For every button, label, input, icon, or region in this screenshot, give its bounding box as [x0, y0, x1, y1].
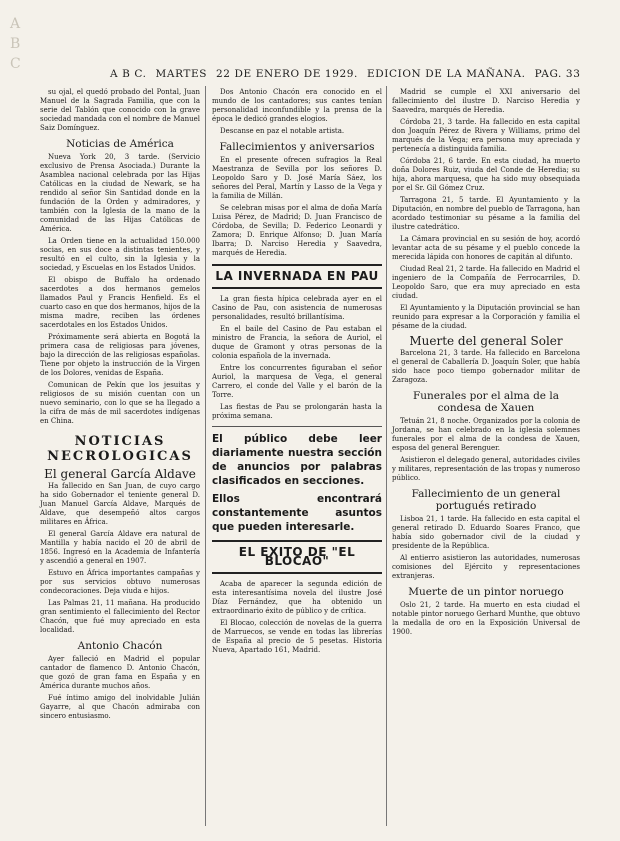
banner-box [212, 264, 382, 289]
paragraph: En el baile del Casino de Pau estaban el ministro de Francia, la señora de Auriol, el duque de Gramont y otras personas de la colonia española de la invernada. [212, 325, 382, 360]
header-date: 22 DE ENERO DE 1929. [216, 68, 358, 80]
section-heading: Fallecimientos y aniversarios [219, 141, 375, 153]
section-heading: Muerte de un pintor noruego [408, 586, 564, 598]
notice-text: Ellos encontrará constantemente asuntos que pueden interesarle. [212, 493, 382, 533]
paragraph: Lisboa 21, 1 tarde. Ha fallecido en esta capital el general retirado D. Eduardo Soares Franco, que había sido gobernador civil de la ciudad y presidente de la República. [392, 515, 580, 550]
paragraph: Ha fallecido en San Juan, de cuyo cargo ha sido Gobernador el teniente general D. Juan Manuel García Aldave, Marqués de Aldave, que desempeñó altos cargos militares en África. [40, 482, 200, 526]
paragraph: Tarragona 21, 5 tarde. El Ayuntamiento y la Diputación, en nombre del pueblo de Tarragona, han acordado testimoniar su pésame a la familia del ilustre catedrático. [392, 196, 580, 231]
header-edition: EDICION DE LA MAÑANA. [366, 68, 526, 80]
section-heading: Muerte del general Soler [409, 334, 563, 348]
paragraph: Fué íntimo amigo del inolvidable Julián Gayarre, al que Chacón admiraba con sincero entusiasmo. [40, 694, 200, 720]
column-2 [212, 88, 382, 658]
section-heading: Fallecimiento de un general portugués retirado [411, 488, 561, 512]
svg-text:A: A [10, 16, 21, 32]
paragraph: Asistieron el delegado general, autoridades civiles y militares, representación de las tropas y numeroso público. [392, 456, 580, 482]
paragraph: Dos Antonio Chacón era conocido en el mundo de los cantadores; sus cantes tenían personalidad inconfundible y la prensa de la época le dedicó grandes elogios. [212, 88, 382, 123]
banner-box [212, 540, 382, 574]
column-rule [205, 86, 206, 826]
paragraph: El general García Aldave era natural de Mantilla y había nacido el 20 de abril de 1856. Ingresó en la Academia de Infantería y ascendió a general en 1907. [40, 530, 200, 565]
paragraph: Entre los concurrentes figuraban el señor Auriol, la marquesa de Vega, el general Carrero, el conde del Valle y el barón de la Torre. [212, 364, 382, 399]
svg-text:C: C [10, 56, 21, 72]
paragraph: Córdoba 21, 6 tarde. En esta ciudad, ha muerto doña Dolores Ruiz, viuda del Conde de Heredia; su hija, ahora marquesa, que ha sido muy obsequiada por el Sr. Gil Gómez Cruz. [392, 157, 580, 192]
section-heading: Funerales por el alma de la condesa de Xauen [413, 390, 559, 414]
paragraph: Las fiestas de Pau se prolongarán hasta la próxima semana. [212, 403, 382, 420]
section-title: NOTICIAS NECROLOGICAS [47, 434, 193, 464]
paragraph: Barcelona 21, 3 tarde. Ha fallecido en Barcelona el general de Caballería D. Joaquín Soler, que había sido hace poco tiempo gobernador militar de Zaragoza. [392, 349, 580, 384]
paragraph: Córdoba 21, 3 tarde. Ha fallecido en esta capital don Joaquín Pérez de Rivera y Williams, primo del marqués de la Vega; era persona muy apreciada y pertenecía a distinguida familia. [392, 118, 580, 153]
paragraph: Al entierro asistieron las autoridades, numerosas comisiones del Ejército y representaciones extranjeras. [392, 554, 580, 580]
publication-name: A B C. [110, 68, 147, 80]
paragraph: Descanse en paz el notable artista. [220, 127, 345, 135]
paragraph: Madrid se cumple el XXI aniversario del fallecimiento del ilustre D. Narciso Heredia y Saavedra, marqués de Heredia. [392, 88, 580, 114]
paragraph: El obispo de Buffalo ha ordenado sacerdotes a dos hermanos gemelos llamados Paul y Francis Henfield. Es el cuarto caso en que dos hermanos, hijos de la misma madre, reciben las órdenes sacerdotales en los Estados Unidos. [40, 276, 200, 329]
section-heading: Antonio Chacón [77, 640, 163, 652]
paragraph: El Blocao, colección de novelas de la guerra de Marruecos, se vende en todas las librerías de España al precio de 5 pesetas. Historia Nueva, Apartado 161, Madrid. [212, 619, 382, 654]
paragraph: Las Palmas 21, 11 mañana. Ha producido gran sentimiento el fallecimiento del Rector Chacón, que fué muy apreciado en esta localidad. [40, 599, 200, 634]
banner-heading: LA INVERNADA EN PAU [215, 269, 379, 283]
paragraph: Acaba de aparecer la segunda edición de esta interesantísima novela del ilustre José Díaz Fernández, que ha obtenido un extraordinario éxito de público y de crítica. [212, 580, 382, 615]
paragraph: La gran fiesta hípica celebrada ayer en el Casino de Pau, con asistencia de numerosas personalidades, resultó brillantísima. [212, 295, 382, 321]
banner-heading: EL EXITO DE "EL BLOCAO" [238, 545, 356, 568]
paragraph: Oslo 21, 2 tarde. Ha muerto en esta ciudad el notable pintor noruego Gerhard Munthe, que obtuvo la medalla de oro en la Exposición Universal de 1900. [392, 601, 580, 636]
paragraph: su ojal, el quedó probado del Pontal, Juan Manuel de la Sagrada Familia, que con la serie del Tablón que conocido con la grave sociedad mandada con el nombre de Manuel Saiz Domínguez. [40, 88, 200, 132]
paragraph: Nueva York 20, 3 tarde. (Servicio exclusivo de Prensa Asociada.) Durante la Asamblea nacional celebrada por las Hijas Católicas en la ciudad de Newark, se ha rendido al señor Sin Santidad donde en la fundación de la Orden y admiradores, y también con la Iglesia de la mano de la comunidad de las Hijas Católicas de América. [40, 153, 200, 233]
paragraph: Estuvo en África importantes campañas y por sus servicios obtuvo numerosas condecoraciones. Deja viuda e hijos. [40, 569, 200, 595]
paragraph: La Cámara provincial en su sesión de hoy, acordó levantar acta de su pésame y el pueblo concede la merecida lápida con honores de capitán al difunto. [392, 235, 580, 261]
paragraph: La Orden tiene en la actualidad 150.000 socias, en sus doce a distintas tenientes, y resultó en el culto, sin la Iglesia y la sociedad, y Escuelas en los Estados Unidos. [40, 237, 200, 272]
paragraph: Tetuán 21, 8 noche. Organizados por la colonia de Jordana, se han celebrado en la iglesia solemnes funerales por el alma de la condesa de Xauen, esposa del general Berenguer. [392, 417, 580, 452]
paragraph: En el presente ofrecen sufragios la Real Maestranza de Sevilla por los señores D. Leopoldo Saro y D. José María Sáez, los señores del Peral, Martín y Lasso de la Vega y la familia de Millán. [212, 156, 382, 200]
svg-text:B: B [10, 36, 21, 52]
section-heading: El general García Aldave [44, 467, 196, 481]
running-header [110, 68, 580, 80]
notice-text: El público debe leer diariamente nuestra sección de anuncios por palabras clasificados en secciones. [212, 433, 382, 487]
header-day: MARTES [155, 68, 208, 80]
paragraph: Próximamente será abierta en Bogotá la primera casa de religiosas para jóvenes, bajo la dirección de las religiosas españolas. Tiene por objeto la instrucción de la Virgen de los Dolores, venidas de España. [40, 333, 200, 377]
column-3 [392, 88, 580, 640]
paragraph: Comunican de Pekín que los jesuitas y religiosos de su misión cuentan con un nuevo seminario, con lo que se ha llegado a la cifra de más de mil sacerdotes indígenas en China. [40, 381, 200, 425]
section-heading: Noticias de América [66, 138, 174, 150]
paragraph: Ayer falleció en Madrid el popular cantador de flamenco D. Antonio Chacón, que gozó de gran fama en España y en América durante muchos años. [40, 655, 200, 690]
abc-watermark [6, 8, 34, 128]
paragraph: El Ayuntamiento y la Diputación provincial se han reunido para expresar a la Corporación y familia el pésame de la ciudad. [392, 304, 580, 330]
column-1 [40, 88, 200, 724]
page-number: PAG. 33 [534, 68, 581, 80]
paragraph: Ciudad Real 21, 2 tarde. Ha fallecido en Madrid el ingeniero de la Compañía de Ferrocarriles, D. Leopoldo Saro, que era muy apreciado en esta ciudad. [392, 265, 580, 300]
divider [212, 426, 382, 427]
column-rule [386, 86, 387, 826]
paragraph: Se celebran misas por el alma de doña María Luisa Pérez, de Madrid; D. Juan Francisco de Córdoba, de Sevilla; D. Federico Leonardi y Zamora; D. Enrique Alfonso; D. Juan María Ibarra; D. Narciso Heredia y Saavedra, marqués de Heredia. [212, 204, 382, 257]
